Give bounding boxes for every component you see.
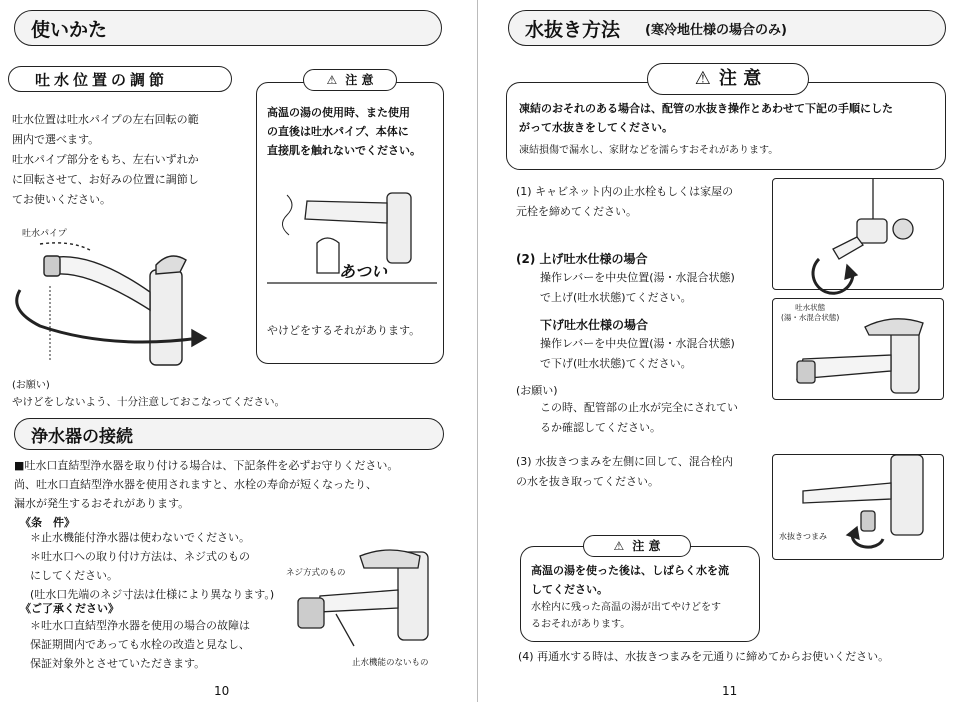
warning-icon: ⚠ [326,73,338,87]
caution-box-bottom [520,539,760,642]
request-label: (お願い) [12,380,50,391]
screw-type-label: ネジ方式のもの [286,568,346,578]
right-page-subtitle: (寒冷地仕様の場合のみ) [645,23,787,38]
request-text-right: この時、配管部の止水が完全にされてい るか確認してください。 [540,401,738,434]
caution-top-note: 凍結損傷で漏水し、家財などを濡らすおそれがあります。 [519,145,779,156]
pipe-label: 吐水パイプ [22,229,67,239]
caution-top-bold: 凍結のおそれのある場合は、配管の水抜き操作とあわせて下記の手順にした がって水抜きをしてください。 [519,102,893,134]
step2-title: (2) 上げ吐水仕様の場合 [516,252,648,266]
conditions-title: 《条 件》 [20,516,75,529]
step2b-title: 下げ吐水仕様の場合 [540,318,649,332]
drain-knob-drawing [773,455,943,559]
caution-label-top: 注 意 [718,68,762,89]
request-title-right: (お願い) [516,384,558,397]
step2-text: 操作レバーを中央位置(湯・水混合状態) で上げ(吐水状態)てください。 [540,271,735,304]
caution-label-top-pill [647,63,809,95]
water-filter-illustration [290,546,450,656]
spout-section-title: 吐水位置の調節 [35,71,169,89]
filter-section-header [14,418,444,450]
page-number-right: 11 [722,684,738,698]
right-page-header [508,10,946,46]
left-page-title: 使いかた [31,19,108,41]
caution-note-left: やけどをするそれがあります。 [267,324,421,337]
lever-faucet-drawing [773,299,943,399]
request-text: やけどをしないよう、十分注意しておこなってください。 [12,396,285,408]
page-divider [477,0,478,702]
spout-section-header [8,66,232,92]
filter-intro: ■吐水口直結型浄水器を取り付ける場合は、下記条件を必ずお守りください。 尚、吐水口直結型浄水器を使用されますと、水栓の寿命が短くなったり、 漏水が発生するおそれがあります。 [14,459,399,510]
right-page-title: 水抜き方法 [525,19,621,41]
step2b-text: 操作レバーを中央位置(湯・水混合状態) で下げ(吐水状態)てください。 [540,337,735,370]
step3-text: (3) 水抜きつまみを左側に回して、混合栓内 の水を抜き取ってください。 [516,455,733,488]
caution-label-bottom-pill [583,535,691,557]
warning-icon-top: ⚠ [694,68,711,89]
shutoff-valve-drawing [773,179,943,289]
faucet-rotation-illustration [10,230,240,380]
caution-label-left-pill [303,69,397,91]
left-page-header [14,10,442,46]
caution-bottom-note: 水栓内に残った高温の湯が出てやけどをす るおそれがあります。 [531,602,721,630]
caution-box-top [506,68,946,170]
step1-text: (1) キャビネット内の止水栓もしくは家屋の 元栓を締めてください。 [516,185,734,218]
drain-knob-label: 水抜きつまみ [779,532,827,541]
drain-knob-illustration [772,454,944,560]
filter-section-title: 浄水器の接続 [31,427,133,447]
water-state-label: 吐水状態 (湯・水混合状態) [781,303,840,322]
acknowledge-text: ＊吐水口直結型浄水器を使用の場合の故障は 保証期間内であっても水栓の改造と見なし、 保証対象外とさせていただきます。 [30,619,250,670]
spout-section-body: 吐水位置は吐水パイプの左右回転の範 囲内で選べます。 吐水パイプ部分をもち、左右いずれか に回転させて、お好みの位置に調節し てお使いください。 [12,113,199,206]
acknowledge-title: 《ご了承ください》 [20,602,119,615]
page-number-left: 10 [214,684,230,698]
caution-text-left: 高温の湯の使用時、また使用 の直後は吐水パイプ、本体に 直接肌を触れないでください。 [267,106,421,157]
caution-label-bottom: 注 意 [632,539,661,553]
shutoff-valve-illustration [772,178,944,290]
step4-text: (4) 再通水する時は、水抜きつまみを元通りに締めてからお使いください。 [518,650,890,663]
conditions-text: ＊止水機能付浄水器は使わないでください。 ＊吐水口への取り付け方法は、ネジ式のもの にしてください。 (吐水口先端のネジ寸法は仕様により異なります。) [30,531,275,601]
caution-bottom-bold: 高温の湯を使った後は、しばらく水を流 してください。 [531,564,729,596]
hot-label: あつい [339,262,388,281]
caution-label-left: 注 意 [345,73,374,87]
lever-position-illustration [772,298,944,400]
caution-box-left [256,73,444,364]
warning-icon-bottom: ⚠ [613,539,625,553]
no-stop-label: 止水機能のないもの [352,658,429,668]
